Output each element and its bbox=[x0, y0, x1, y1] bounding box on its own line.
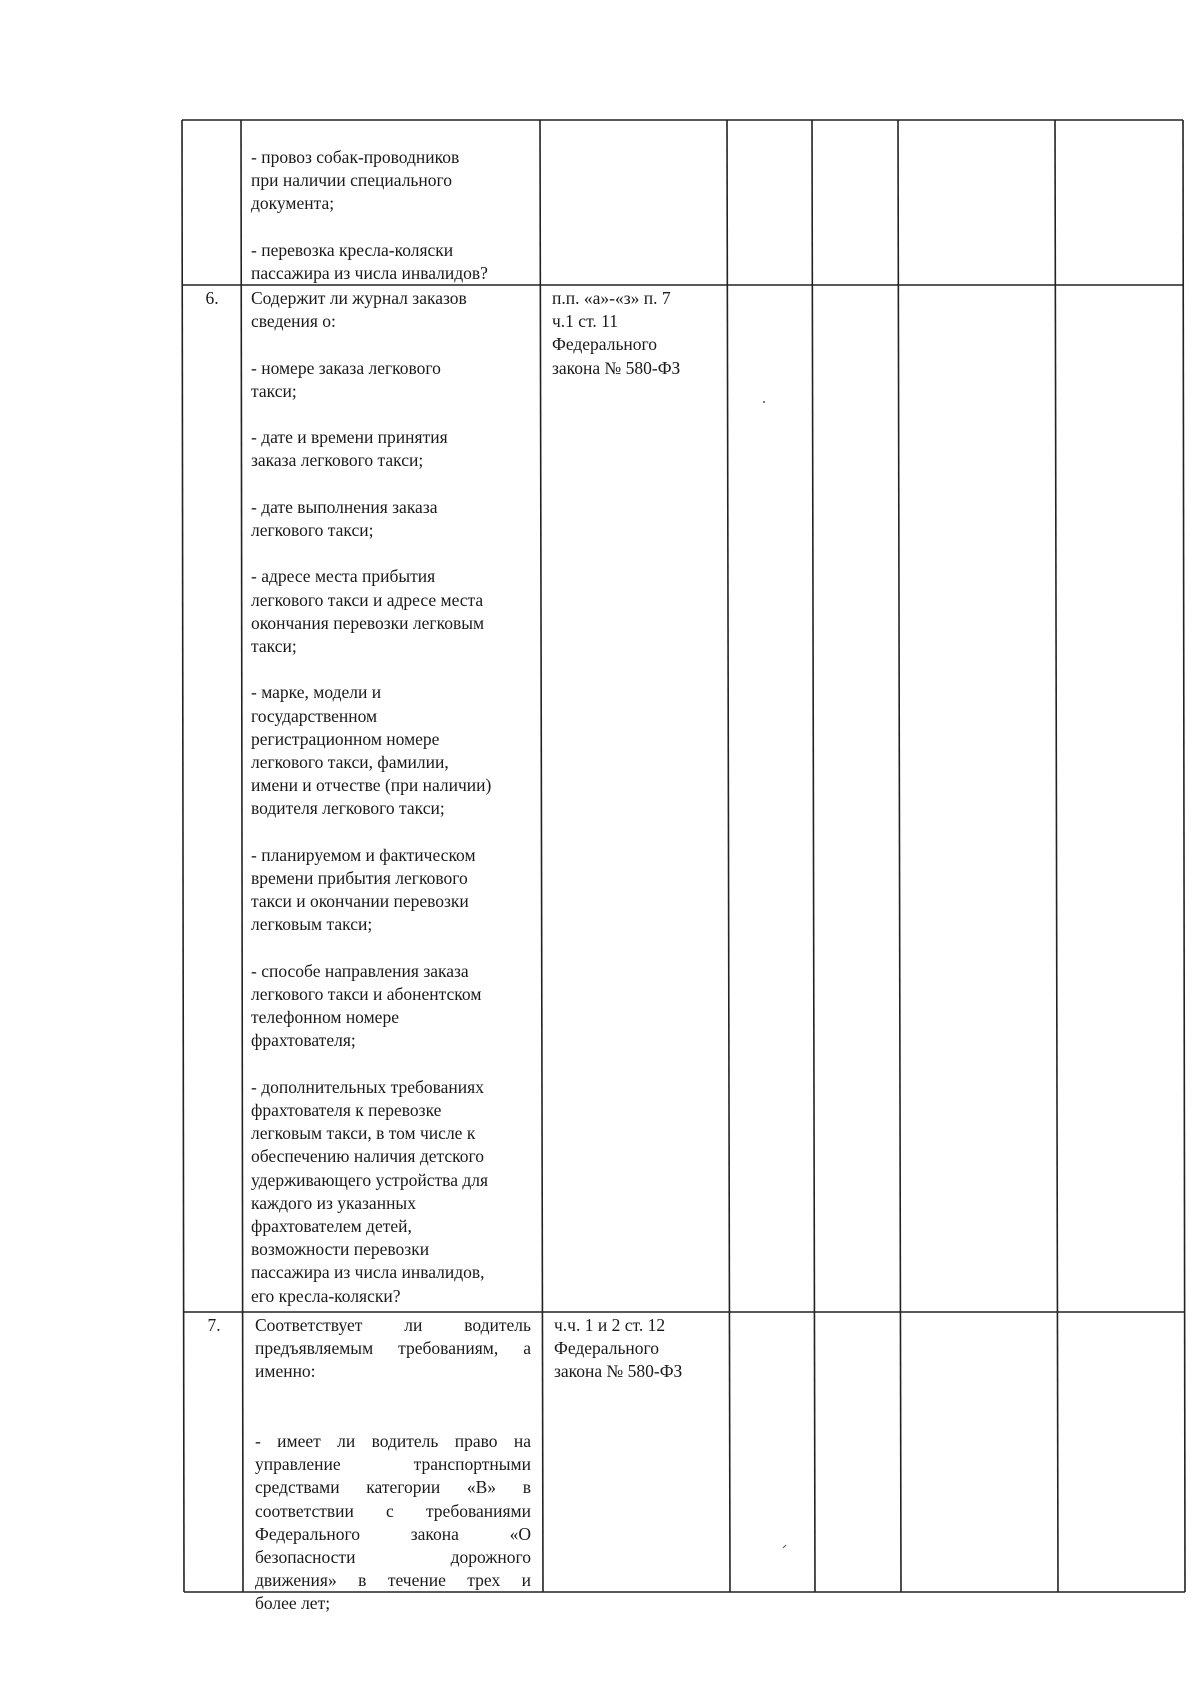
question-line: при наличии специального bbox=[251, 170, 453, 191]
question-line: документа; bbox=[251, 193, 335, 214]
question-line: - имеет ли водитель право на bbox=[255, 1430, 531, 1451]
question-line: - номере заказа легкового bbox=[251, 357, 441, 378]
row-number: 7. bbox=[207, 1315, 221, 1335]
question-line: - дате выполнения заказа bbox=[251, 496, 438, 517]
question-line: каждого из указанных bbox=[251, 1192, 416, 1213]
question-line: такси; bbox=[251, 380, 297, 401]
question-line: - планируемом и фактическом bbox=[251, 844, 476, 865]
question-line: такси и окончании перевозки bbox=[251, 891, 469, 912]
question-line: средствами категории «В» в bbox=[255, 1477, 531, 1498]
requirement-line: Федерального bbox=[554, 1338, 660, 1359]
question-line: возможности перевозки bbox=[251, 1239, 430, 1260]
question-line: предъявляемым требованиям, а bbox=[255, 1338, 531, 1359]
question-line: легкового такси, фамилии, bbox=[251, 751, 449, 772]
question-line: окончания перевозки легковым bbox=[251, 612, 485, 633]
question-line: пассажира из числа инвалидов, bbox=[251, 1262, 485, 1283]
question-line: времени прибытия легкового bbox=[251, 867, 468, 888]
question-line: легкового такси и абонентском bbox=[251, 983, 482, 1004]
question-line: государственном bbox=[251, 705, 378, 726]
question-line: Федерального закона «О bbox=[255, 1523, 531, 1544]
question-line: фрахтователем детей, bbox=[251, 1216, 412, 1236]
requirement-line: ч.ч. 1 и 2 ст. 12 bbox=[554, 1315, 666, 1335]
question-line: фрахтователя; bbox=[251, 1030, 356, 1051]
requirement-line: закона № 580-ФЗ bbox=[552, 357, 681, 378]
question-line: - адресе места прибытия bbox=[251, 566, 436, 587]
question-line: - дате и времени принятия bbox=[251, 427, 448, 448]
question-line: обеспечению наличия детского bbox=[251, 1146, 484, 1167]
requirement-line: п.п. «а»-«з» п. 7 bbox=[552, 288, 671, 308]
requirement-line: Федерального bbox=[552, 334, 658, 355]
question-line: фрахтователя к перевозке bbox=[251, 1099, 442, 1120]
question-line: движения» в течение трех и bbox=[255, 1570, 531, 1591]
question-line: управление транспортными bbox=[255, 1454, 531, 1475]
question-line: - способе направления заказа bbox=[251, 960, 469, 981]
question-line: легкового такси и адресе места bbox=[251, 589, 484, 610]
question-line: легкового такси; bbox=[251, 519, 374, 540]
question-line: пассажира из числа инвалидов? bbox=[251, 263, 488, 283]
question-line: сведения о: bbox=[251, 311, 336, 332]
question-line: соответствии с требованиями bbox=[255, 1500, 531, 1521]
question-line: более лет; bbox=[255, 1593, 331, 1614]
question-line: Содержит ли журнал заказов bbox=[251, 288, 467, 308]
question-line: регистрационном номере bbox=[251, 728, 440, 749]
question-line: легковым такси; bbox=[251, 914, 373, 935]
question-line: удерживающего устройства для bbox=[251, 1169, 489, 1190]
requirement-line: закона № 580-ФЗ bbox=[554, 1361, 683, 1382]
question-line: именно: bbox=[255, 1361, 316, 1382]
question-line: - марке, модели и bbox=[251, 682, 382, 703]
question-line: имени и отчестве (при наличии) bbox=[251, 775, 492, 796]
question-line: его кресла-коляски? bbox=[251, 1285, 401, 1306]
question-line: безопасности дорожного bbox=[255, 1547, 531, 1567]
question-line: легковым такси, в том числе к bbox=[251, 1123, 476, 1144]
question-line: заказа легкового такси; bbox=[251, 450, 424, 471]
requirement-line: ч.1 ст. 11 bbox=[552, 311, 619, 332]
question-line: водителя легкового такси; bbox=[251, 798, 445, 819]
question-line: - провоз собак-проводников bbox=[251, 147, 460, 167]
question-line: - дополнительных требованиях bbox=[251, 1076, 484, 1097]
question-line: - перевозка кресла-коляски bbox=[251, 239, 454, 260]
question-line: Соответствует ли водитель bbox=[255, 1315, 531, 1335]
question-line: такси; bbox=[251, 635, 297, 656]
question-line: телефонном номере bbox=[251, 1007, 399, 1028]
row-number: 6. bbox=[205, 288, 219, 308]
